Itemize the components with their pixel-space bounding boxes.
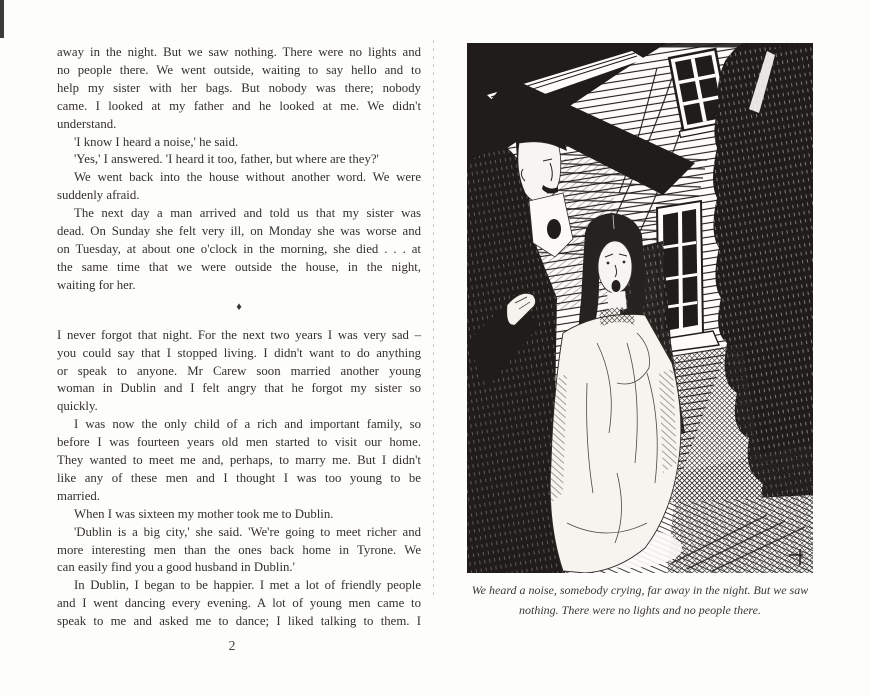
paragraph	[57, 524, 421, 578]
section-separator: ♦	[236, 300, 242, 313]
text-line: away in the night. But we saw nothing. There were no lights and	[57, 45, 421, 59]
text-line: on Tuesday, at about one o'clock in the morning, she died . . . at	[57, 241, 421, 256]
paragraph	[57, 44, 421, 134]
paragraph	[57, 416, 421, 506]
text-line: can easily find you a good husband in Dublin.'	[57, 560, 295, 575]
text-line: suddenly afraid.	[57, 188, 140, 203]
text-line: and I went dancing every evening. A lot of young men came to	[57, 596, 421, 611]
text-line: dead. On Sunday she felt very ill, on Monday she was worse and	[57, 224, 421, 239]
page-gutter	[433, 40, 434, 595]
paragraph	[57, 205, 421, 295]
text-line: They wanted to meet me and, perhaps, to marry me. But I didn't	[57, 453, 421, 468]
paragraph	[57, 327, 421, 417]
text-line: married.	[57, 488, 100, 503]
text-column	[57, 44, 421, 631]
paragraph	[57, 134, 421, 152]
caption-line: We heard a noise, somebody crying, far away in the night. But we saw	[471, 583, 809, 597]
text-line: the same time that we were outside the house, in the night,	[57, 259, 421, 274]
text-line: you could say that I stopped living. I didn't want to do anything	[57, 345, 421, 360]
text-line: came. I looked at my father and he looked at me. We didn't	[57, 98, 421, 113]
text-line: quickly.	[57, 399, 98, 414]
text-line: 'I know I heard a noise,' he said.	[74, 134, 239, 149]
text-line: We went back into the house without another word. We were	[74, 170, 421, 185]
text-line: woman in Dublin and I felt angry that he forgot my sister so	[57, 381, 421, 396]
text-line: The next day a man arrived and told us that my sister was	[74, 206, 421, 221]
text-line: waiting for her.	[57, 277, 136, 292]
illustration-caption	[437, 581, 843, 620]
paragraph	[57, 151, 421, 169]
caption-line: nothing. There were no lights and no people there.	[519, 602, 761, 617]
paragraph	[57, 577, 421, 631]
text-line: When I was sixteen my mother took me to Dublin.	[74, 506, 334, 521]
text-line: understand.	[57, 116, 117, 131]
page-number: 2	[228, 639, 236, 654]
text-line: I never forgot that night. For the next two years I was very sad –	[57, 327, 421, 342]
text-line: like any of these men and I thought I was too young to be	[57, 470, 421, 485]
text-line: 'Dublin is a big city,' she said. 'We're going to meet richer and	[74, 524, 421, 539]
text-line: more interesting men than the ones back home in Tyrone. We	[57, 542, 421, 557]
text-line: or speak to anyone. Mr Carew soon married another young	[57, 363, 421, 378]
scan-edge-artifact	[0, 0, 4, 38]
text-line: I was now the only child of a rich and important family, so	[74, 417, 421, 432]
text-line: In Dublin, I began to be happier. I met a lot of friendly people	[74, 578, 421, 593]
text-line: 'Yes,' I answered. 'I heard it too, father, but where are they?'	[74, 152, 379, 167]
text-line: before I was fourteen years old men started to visit our home.	[57, 435, 421, 450]
text-line: help my sister with her bags. But nobody was there; nobody	[57, 80, 421, 95]
text-line: speak to me and asked me to dance; I liked talking to them. I	[57, 614, 421, 629]
text-line: no people there. We went outside, waiting to say hello and to	[57, 62, 421, 77]
paragraph	[57, 506, 421, 524]
illustration	[467, 43, 813, 573]
night-scene-drawing	[467, 43, 813, 573]
paragraph	[57, 169, 421, 205]
